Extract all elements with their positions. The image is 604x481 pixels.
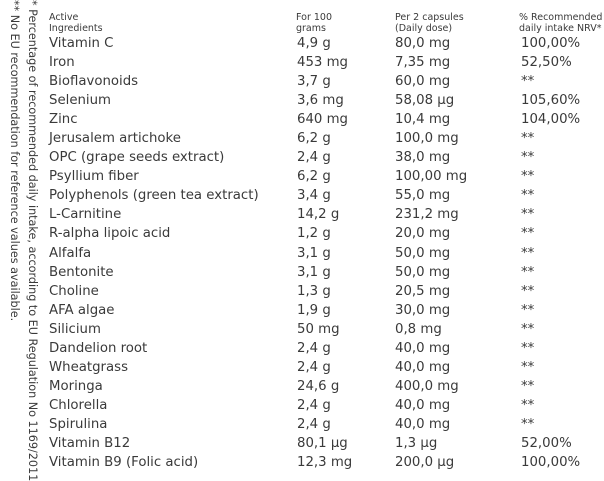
amount-per-100g: 6,2 g: [297, 131, 331, 147]
ingredient-name: Dandelion root: [49, 340, 148, 356]
table-row: [0, 205, 604, 224]
table-row: [0, 263, 604, 282]
header-ingredients: [49, 12, 209, 34]
nrv-percent: **: [521, 74, 535, 90]
amount-per-100g: 3,6 mg: [297, 93, 344, 109]
ingredient-name: Spirulina: [49, 416, 108, 432]
nrv-percent: **: [521, 283, 535, 299]
amount-per-100g: 2,4 g: [297, 340, 331, 356]
table-row: [0, 358, 604, 377]
amount-daily-dose: 7,35 mg: [395, 55, 451, 71]
ingredient-name: L-Carnitine: [49, 207, 122, 223]
amount-per-100g: 24,6 g: [297, 378, 340, 394]
table-row: [0, 34, 604, 53]
amount-per-100g: 80,1 µg: [297, 435, 348, 451]
amount-daily-dose: 30,0 mg: [395, 302, 451, 318]
amount-per-100g: 453 mg: [297, 55, 348, 71]
amount-daily-dose: 200,0 µg: [395, 455, 455, 471]
amount-per-100g: 50 mg: [297, 321, 340, 337]
amount-daily-dose: 80,0 mg: [395, 36, 451, 51]
nrv-percent: **: [521, 302, 535, 318]
amount-per-100g: 1,2 g: [297, 226, 331, 242]
amount-daily-dose: 0,8 mg: [395, 321, 442, 337]
header-per-100g-line1: For 100: [296, 12, 332, 23]
nrv-percent: **: [521, 207, 535, 223]
ingredient-name: Polyphenols (green tea extract): [49, 188, 259, 204]
ingredient-name: Moringa: [49, 378, 103, 394]
table-row: [0, 282, 604, 301]
amount-per-100g: 2,4 g: [297, 397, 331, 413]
ingredient-name: Vitamin B12: [49, 435, 131, 451]
header-nrv: [519, 12, 604, 34]
ingredient-name: Silicium: [49, 321, 101, 337]
nrv-percent: **: [521, 359, 535, 375]
ingredient-name: OPC (grape seeds extract): [49, 150, 225, 166]
ingredient-name: Alfalfa: [49, 245, 92, 261]
amount-per-100g: 2,4 g: [297, 416, 331, 432]
ingredient-name: Zinc: [49, 112, 78, 128]
amount-daily-dose: 100,00 mg: [395, 169, 468, 185]
amount-per-100g: 2,4 g: [297, 359, 331, 375]
nrv-percent: **: [521, 188, 535, 204]
nrv-percent: 52,50%: [521, 55, 572, 71]
header-per-100g-line2: grams: [296, 23, 326, 34]
header-ingredients-line2: Ingredients: [49, 23, 103, 34]
ingredients-table: [0, 34, 604, 472]
amount-daily-dose: 38,0 mg: [395, 150, 451, 166]
table-row: [0, 53, 604, 72]
nrv-percent: **: [521, 321, 535, 337]
header-nrv-line1: % Recommended: [519, 12, 603, 23]
amount-daily-dose: 50,0 mg: [395, 245, 451, 261]
amount-per-100g: 1,9 g: [297, 302, 331, 318]
amount-daily-dose: 231,2 mg: [395, 207, 459, 223]
amount-daily-dose: 50,0 mg: [395, 264, 451, 280]
table-row: [0, 224, 604, 243]
amount-per-100g: 640 mg: [297, 112, 348, 128]
table-row: [0, 167, 604, 186]
table-row: [0, 148, 604, 167]
ingredient-name: Iron: [49, 55, 75, 71]
header-daily-dose-line1: Per 2 capsules: [395, 12, 464, 23]
table-row: [0, 320, 604, 339]
table-row: [0, 72, 604, 91]
ingredient-name: Vitamin B9 (Folic acid): [49, 455, 199, 471]
ingredient-name: Jerusalem artichoke: [49, 131, 181, 147]
amount-daily-dose: 10,4 mg: [395, 112, 451, 128]
table-row: [0, 186, 604, 205]
amount-daily-dose: 100,0 mg: [395, 131, 459, 147]
nrv-percent: **: [521, 397, 535, 413]
amount-per-100g: 3,4 g: [297, 188, 331, 204]
amount-daily-dose: 40,0 mg: [395, 340, 451, 356]
amount-per-100g: 3,7 g: [297, 74, 331, 90]
amount-daily-dose: 1,3 µg: [395, 435, 438, 451]
header-per-100g: [296, 12, 376, 34]
ingredient-name: Selenium: [49, 93, 111, 109]
table-row: [0, 244, 604, 263]
ingredient-name: Chlorella: [49, 397, 108, 413]
amount-per-100g: 6,2 g: [297, 169, 331, 185]
table-row: [0, 415, 604, 434]
amount-daily-dose: 55,0 mg: [395, 188, 451, 204]
amount-daily-dose: 40,0 mg: [395, 397, 451, 413]
amount-per-100g: 4,9 g: [297, 36, 331, 51]
ingredient-name: Bentonite: [49, 264, 114, 280]
table-row: [0, 110, 604, 129]
amount-daily-dose: 40,0 mg: [395, 416, 451, 432]
table-row: [0, 377, 604, 396]
nrv-percent: 100,00%: [521, 36, 581, 51]
nrv-percent: 104,00%: [521, 112, 581, 128]
amount-per-100g: 14,2 g: [297, 207, 340, 223]
amount-per-100g: 12,3 mg: [297, 455, 353, 471]
header-daily-dose: [395, 12, 505, 34]
footnote-nrv: * Percentage of recommended daily intake, according to EU Regulation No 1169/2011: [26, 0, 39, 481]
table-row: [0, 301, 604, 320]
amount-per-100g: 1,3 g: [297, 283, 331, 299]
table-row: [0, 129, 604, 148]
amount-per-100g: 3,1 g: [297, 245, 331, 261]
nrv-percent: **: [521, 131, 535, 147]
nrv-percent: 105,60%: [521, 93, 581, 109]
table-row: [0, 339, 604, 358]
ingredient-name: Choline: [49, 283, 99, 299]
ingredient-name: Vitamin C: [49, 36, 114, 51]
ingredient-name: Psyllium fiber: [49, 169, 139, 185]
nrv-percent: 100,00%: [521, 455, 581, 471]
nrv-percent: **: [521, 340, 535, 356]
nrv-percent: **: [521, 226, 535, 242]
table-row: [0, 434, 604, 453]
nrv-percent: **: [521, 150, 535, 166]
amount-per-100g: 2,4 g: [297, 150, 331, 166]
nrv-percent: **: [521, 245, 535, 261]
header-daily-dose-line2: (Daily dose): [395, 23, 453, 34]
ingredient-name: R-alpha lipoic acid: [49, 226, 171, 242]
footnote-no-recommendation: ** No EU recommendation for reference values available.: [8, 0, 21, 322]
amount-daily-dose: 20,0 mg: [395, 226, 451, 242]
nrv-percent: **: [521, 264, 535, 280]
header-nrv-line2: daily intake NRV*: [519, 23, 602, 34]
ingredient-name: Wheatgrass: [49, 359, 129, 375]
ingredient-name: AFA algae: [49, 302, 115, 318]
nrv-percent: **: [521, 169, 535, 185]
amount-daily-dose: 400,0 mg: [395, 378, 459, 394]
amount-daily-dose: 60,0 mg: [395, 74, 451, 90]
nrv-percent: **: [521, 378, 535, 394]
header-ingredients-line1: Active: [49, 12, 79, 23]
nrv-percent: 52,00%: [521, 435, 572, 451]
nrv-percent: **: [521, 416, 535, 432]
table-row: [0, 396, 604, 415]
amount-daily-dose: 58,08 µg: [395, 93, 455, 109]
amount-per-100g: 3,1 g: [297, 264, 331, 280]
amount-daily-dose: 20,5 mg: [395, 283, 451, 299]
amount-daily-dose: 40,0 mg: [395, 359, 451, 375]
table-row: [0, 91, 604, 110]
ingredient-name: Bioflavonoids: [49, 74, 139, 90]
